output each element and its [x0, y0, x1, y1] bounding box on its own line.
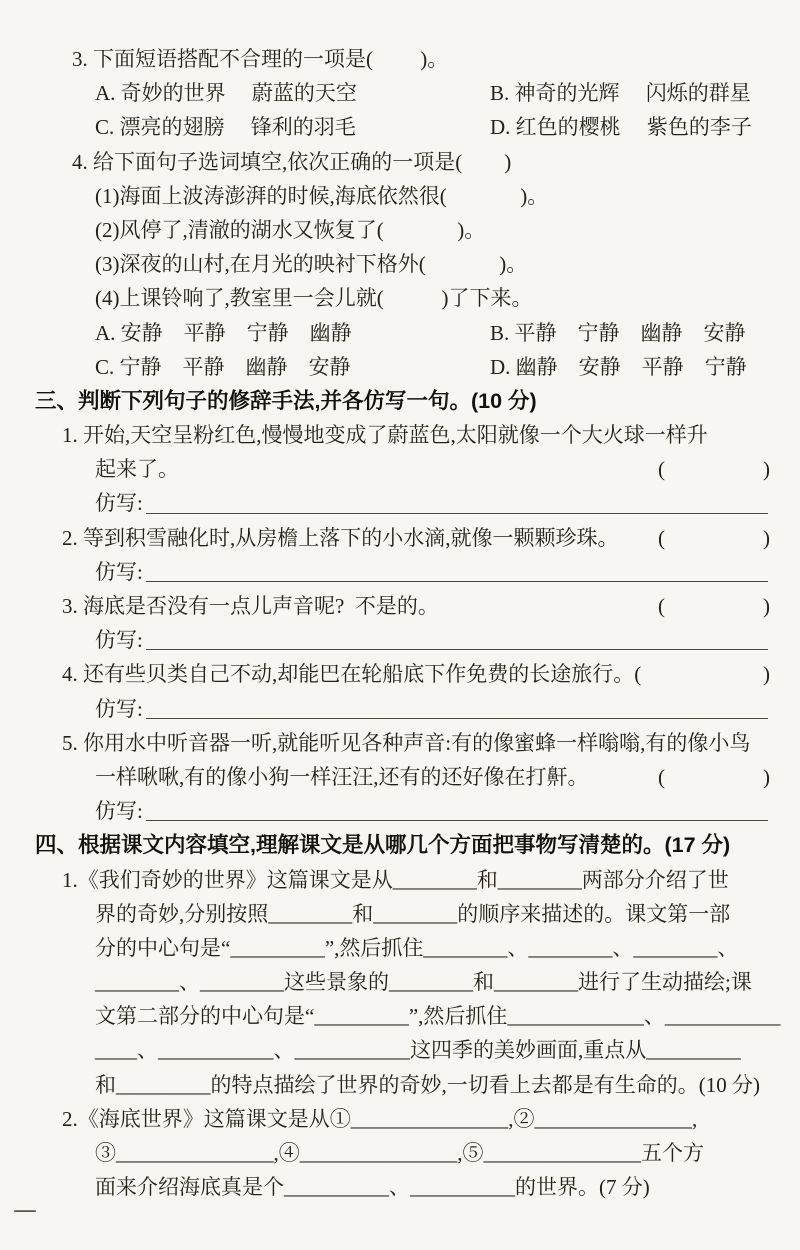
- sentence-text: 起来了。: [95, 457, 179, 482]
- section-3-item-1-line-2: [0, 452, 770, 486]
- option-c: C. 漂亮的翅膀 锋利的羽毛: [95, 115, 356, 140]
- section-3-item-5-line-1: 5. 你用水中听音器一听,就能听见各种声音:有的像蜜蜂一样嗡嗡,有的像小鸟: [62, 730, 751, 755]
- answer-blank-line: [146, 580, 768, 582]
- copy-label: 仿写:: [95, 628, 143, 653]
- section-3-item-5-copy-line: [0, 794, 770, 828]
- question-4-options-row-1: [0, 316, 770, 350]
- answer-bracket-close: ): [763, 525, 770, 550]
- section-3-item-2-copy-line: [0, 555, 770, 589]
- section-4-item-2-line-3: 面来介绍海底真是个__________、__________的世界。(7 分): [95, 1175, 650, 1200]
- answer-bracket-open: (: [658, 594, 665, 618]
- section-3-item-5-line-2: [0, 760, 770, 794]
- section-3-item-3: [0, 589, 770, 623]
- answer-bracket-open: (: [634, 662, 642, 687]
- answer-bracket-open: (: [658, 764, 665, 789]
- section-3-item-3-copy-line: [0, 623, 770, 657]
- sentence-text: 2. 等到积雪融化时,从房檐上落下的小水滴,就像一颗颗珍珠。: [62, 525, 619, 550]
- section-4-item-2-line-2: ③_______________,④_______________,⑤_______________五个方: [95, 1141, 704, 1165]
- section-4-item-1-line-7: 和_________的特点描绘了世界的奇妙,一切看上去都是有生命的。(10 分): [95, 1072, 760, 1097]
- section-4-item-1-line-2: 界的奇妙,分别按照________和________的顺序来描述的。课文第一部: [95, 901, 731, 926]
- question-4-sub-1: (1)海面上波涛澎湃的时候,海底依然很( )。: [95, 183, 549, 208]
- copy-label: 仿写:: [95, 491, 143, 516]
- question-4-title: 4. 给下面句子选词填空,依次正确的一项是( ): [72, 149, 512, 174]
- question-3-options-row-2: [0, 110, 770, 144]
- copy-label: 仿写:: [95, 696, 143, 721]
- sentence-text: 4. 还有些贝类自己不动,却能巴在轮船底下作免费的长途旅行。: [62, 662, 635, 687]
- section-4-item-1-line-1: 1.《我们奇妙的世界》这篇课文是从________和________两部分介绍了世: [62, 867, 729, 892]
- option-d: D. 红色的樱桃 紫色的李子: [490, 115, 752, 140]
- section-4-item-1-line-3: 分的中心句是“_________”,然后抓住________、________、________、: [95, 935, 739, 960]
- option-d: D. 幽静 安静 平静 宁静: [490, 354, 747, 379]
- section-4-item-1-line-6: ____、___________、___________这四季的美妙画面,重点从_________: [95, 1038, 741, 1063]
- section-3-item-4: [0, 657, 770, 691]
- question-4-sub-3: (3)深夜的山村,在月光的映衬下格外( )。: [95, 252, 528, 277]
- answer-blank-line: [146, 648, 768, 650]
- question-3-options-row-1: [0, 76, 770, 110]
- answer-bracket-close: ): [763, 662, 770, 687]
- answer-bracket-close: ): [763, 594, 770, 618]
- section-4-item-2-line-1: 2.《海底世界》这篇课文是从①_______________,②_______________,: [62, 1106, 698, 1131]
- section-4-item-1-line-5: 文第二部分的中心句是“_________”,然后抓住_____________、___________: [95, 1004, 781, 1029]
- answer-blank-line: [146, 717, 768, 719]
- section-3-item-1-line-1: 1. 开始,天空呈粉红色,慢慢地变成了蔚蓝色,太阳就像一个大火球一样升: [62, 423, 708, 448]
- answer-bracket-close: ): [763, 764, 770, 789]
- sentence-text: 一样啾啾,有的像小狗一样汪汪,还有的还好像在打鼾。: [95, 764, 589, 789]
- option-b: B. 平静 宁静 幽静 安静: [490, 320, 746, 345]
- section-3-heading: 三、判断下列句子的修辞手法,并各仿写一句。(10 分): [35, 388, 537, 413]
- answer-bracket-open: (: [658, 525, 665, 550]
- section-3-item-1-copy-line: [0, 486, 770, 520]
- question-3-title: 3. 下面短语搭配不合理的一项是( )。: [72, 47, 449, 71]
- sentence-text: 3. 海底是否没有一点儿声音呢? 不是的。: [62, 594, 439, 618]
- page-binding-mark: —: [13, 1196, 37, 1224]
- copy-label: 仿写:: [95, 799, 143, 824]
- question-4-sub-2: (2)风停了,清澈的湖水又恢复了( )。: [95, 217, 486, 242]
- copy-label: 仿写:: [95, 559, 143, 584]
- section-4-item-1-line-4: ________、________这些景象的________和________进行了生动描绘;课: [95, 970, 752, 995]
- answer-bracket-open: (: [658, 457, 665, 482]
- question-4-options-row-2: [0, 350, 770, 384]
- option-a: A. 安静 平静 宁静 幽静: [95, 320, 352, 345]
- option-c: C. 宁静 平静 幽静 安静: [95, 354, 351, 379]
- option-a: A. 奇妙的世界 蔚蓝的天空: [95, 81, 357, 106]
- answer-blank-line: [146, 512, 768, 514]
- question-4-sub-4: (4)上课铃响了,教室里一会儿就( )了下来。: [95, 286, 533, 311]
- section-3-item-2: [0, 521, 770, 555]
- section-3-item-4-copy-line: [0, 692, 770, 726]
- section-4-heading: 四、根据课文内容填空,理解课文是从哪几个方面把事物写清楚的。(17 分): [35, 833, 731, 858]
- answer-bracket-close: ): [763, 457, 770, 482]
- option-b: B. 神奇的光辉 闪烁的群星: [490, 81, 751, 106]
- answer-blank-line: [146, 819, 768, 821]
